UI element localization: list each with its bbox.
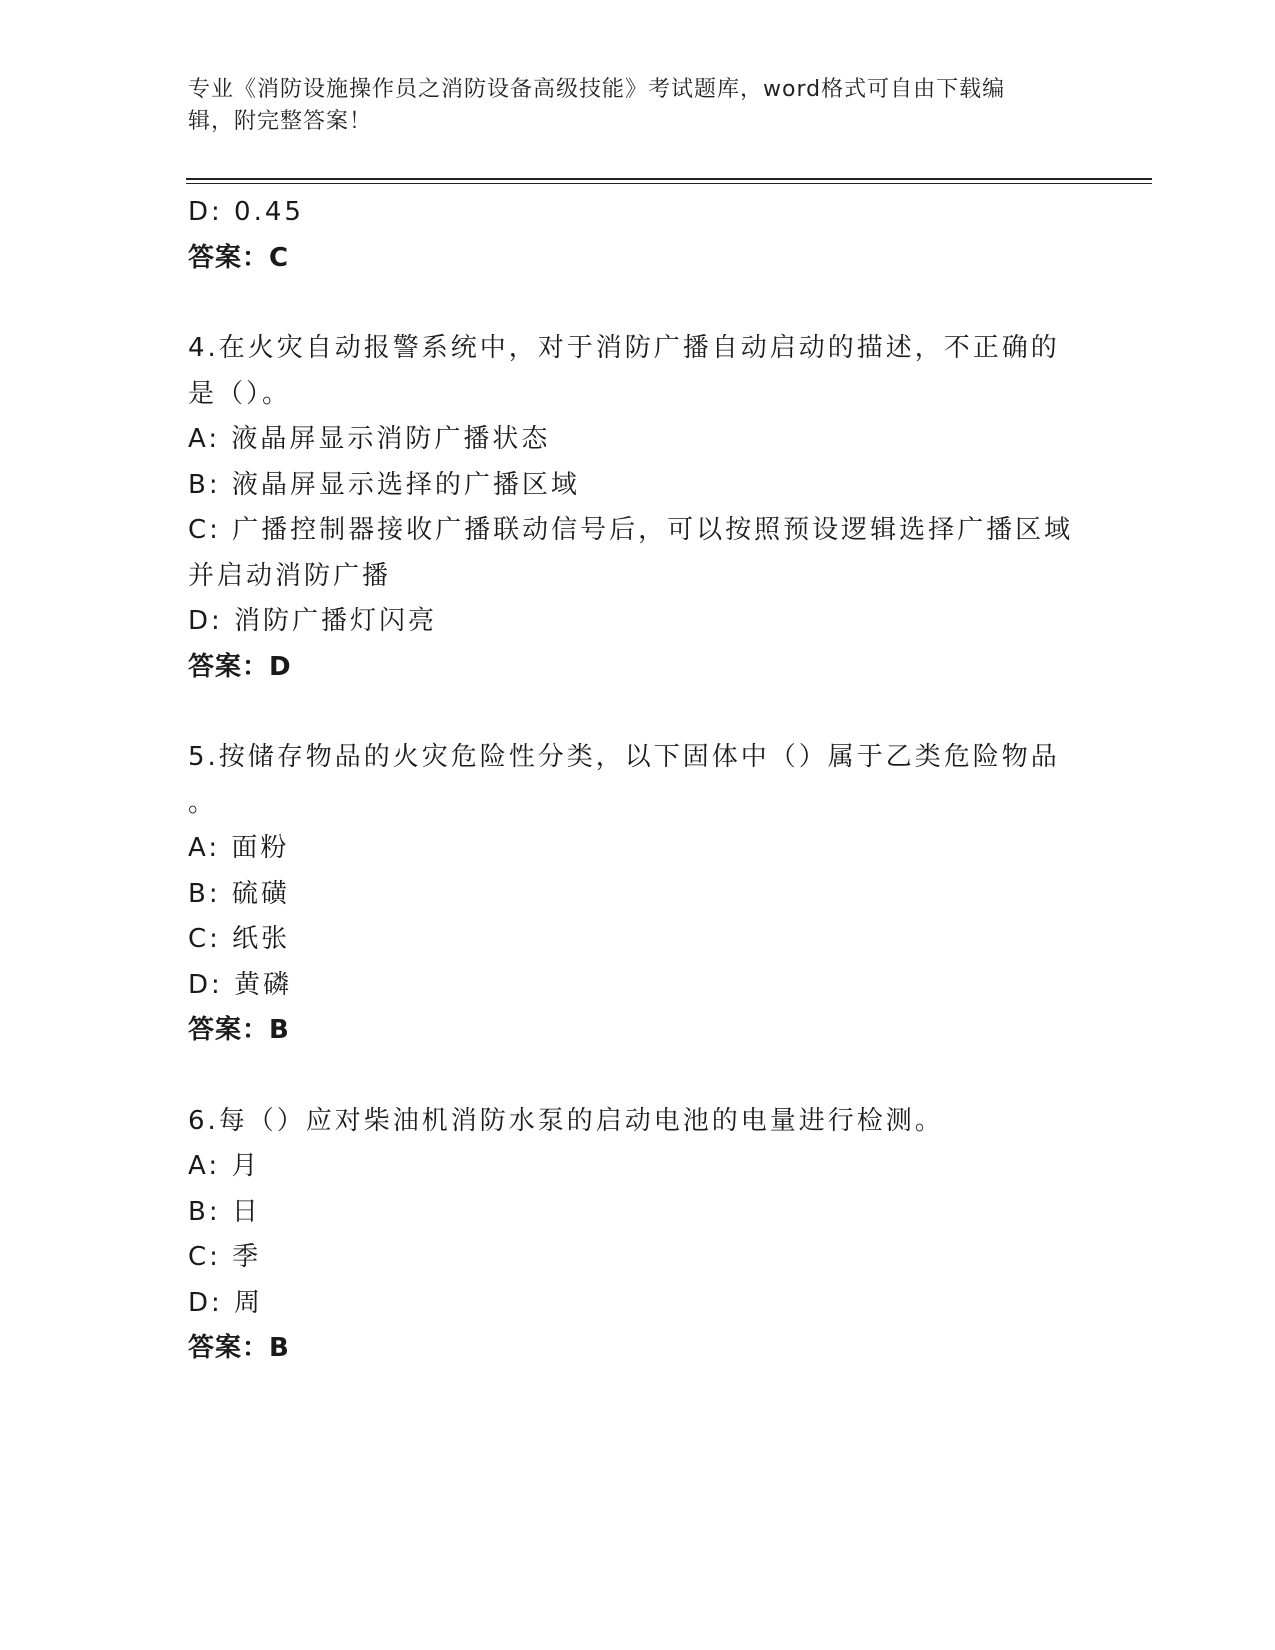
- answer: 答案：D: [188, 651, 292, 682]
- option-d: D: 黄磷: [188, 969, 293, 1000]
- question-stem: 5.按储存物品的火灾危险性分类，以下固体中（）属于乙类危险物品: [188, 742, 1060, 772]
- option-b: B: 日: [188, 1196, 261, 1227]
- option-a: A: 液晶屏显示消防广播状态: [188, 424, 551, 454]
- page-header: [188, 74, 1088, 138]
- question-stem: 4.在火灾自动报警系统中，对于消防广播自动启动的描述，不正确的: [188, 333, 1060, 363]
- question-stem-continued: 。: [188, 787, 218, 818]
- option-c-continued: 并启动消防广播: [188, 560, 392, 591]
- option-b: B: 液晶屏显示选择的广播区域: [188, 469, 580, 500]
- header-divider-thick: [186, 178, 1152, 180]
- option-c: C: 广播控制器接收广播联动信号后，可以按照预设逻辑选择广播区域: [188, 515, 1074, 545]
- header-line-2: 辑，附完整答案！: [188, 109, 373, 134]
- option-d: D: 周: [188, 1287, 264, 1318]
- option-c: C: 季: [188, 1242, 262, 1272]
- answer: 答案：B: [188, 1333, 290, 1363]
- answer: 答案：C: [188, 242, 290, 273]
- header-line-1: 专业《消防设施操作员之消防设备高级技能》考试题库，word格式可自由下载编: [188, 77, 1006, 102]
- answer: 答案：B: [188, 1015, 290, 1045]
- document-body: [188, 190, 1088, 1372]
- option-b: B: 硫磺: [188, 878, 290, 909]
- question-block-3-tail: [188, 190, 1088, 281]
- question-block-6: [188, 1099, 1088, 1372]
- question-block-5: [188, 735, 1088, 1054]
- option-c: C: 纸张: [188, 924, 291, 954]
- question-stem: 6.每（）应对柴油机消防水泵的启动电池的电量进行检测。: [188, 1105, 944, 1136]
- question-block-4: [188, 326, 1088, 690]
- option-d: D: 0.45: [188, 197, 304, 227]
- header-divider-thin: [186, 183, 1152, 184]
- question-stem-continued: 是（）。: [188, 378, 292, 409]
- option-d: D: 消防广播灯闪亮: [188, 606, 438, 636]
- option-a: A: 面粉: [188, 833, 290, 863]
- option-a: A: 月: [188, 1151, 261, 1181]
